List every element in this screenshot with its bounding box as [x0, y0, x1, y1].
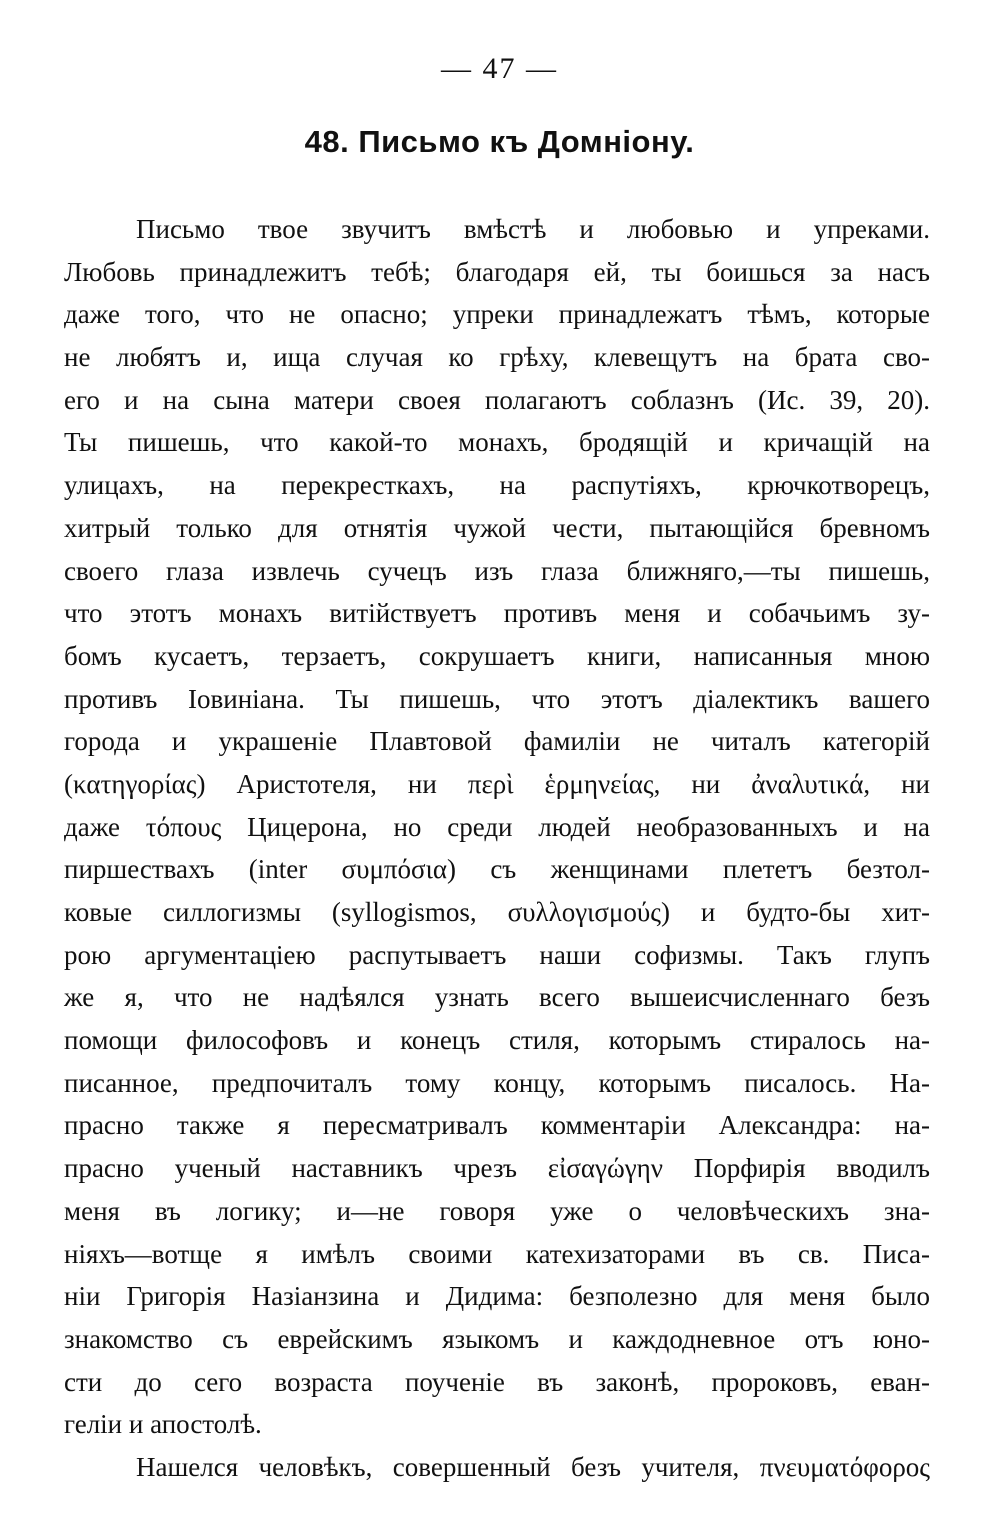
text-line: бомъ кусаетъ, терзаетъ, сокрушаетъ книги, написанныя мною [64, 640, 930, 671]
text-line: прасно ученый наставникъ чрезъ εἰσαγώγην Порфирія вводилъ [64, 1153, 930, 1184]
text-line: своего глаза извлечь сучецъ изъ глаза ближняго,—ты пишешь, [64, 555, 930, 586]
text-line: даже τόπους Цицерона, но среди людей необразованныхъ и на [64, 811, 930, 842]
text-line: Ты пишешь, что какой-то монахъ, бродящій и кричащій на [64, 427, 930, 458]
text-line: города и украшеніе Плавтовой фамиліи не читалъ категорій [64, 726, 930, 757]
page-heading: 48. Письмо къ Домніону. [304, 124, 695, 159]
text-line: Письмо твое звучитъ вмѣстѣ и любовью и упреками. [136, 214, 930, 244]
body-text [64, 208, 930, 1489]
text-line: (κατηγορίας) Аристотеля, ни περὶ ἑρμηνείας, ни ἀναλυτικά, ни [64, 768, 930, 799]
text-line: его и на сына матери своея полагаютъ соблазнъ (Ис. 39, 20). [64, 384, 930, 415]
text-line: ковые силлогизмы (syllogismos, συλλογισμούς) и будто-бы хит- [64, 897, 930, 927]
text-line: хитрый только для отнятія чужой чести, пытающійся бревномъ [64, 512, 930, 543]
text-line: помощи философовъ и конецъ стиля, которымъ стиралось на- [64, 1025, 930, 1056]
page-number: — 47 — [441, 52, 558, 85]
text-line: пиршествахъ (inter συμπόσια) съ женщинами плететъ безтол- [64, 854, 930, 885]
text-line: прасно также я пересматривалъ комментаріи Александра: на- [64, 1110, 930, 1141]
text-line: знакомство съ еврейскимъ языкомъ и каждодневное отъ юно- [64, 1323, 930, 1354]
text-line: сти до сего возраста поученіе въ законѣ, пророковъ, еван- [64, 1366, 930, 1397]
text-line: даже того, что не опасно; упреки принадлежатъ тѣмъ, которые [64, 299, 930, 330]
text-line: что этотъ монахъ витійствуетъ противъ меня и собачьимъ зу- [64, 598, 930, 629]
text-line: ніи Григорія Назіанзина и Дидима: безполезно для меня было [64, 1281, 930, 1312]
text-line: Любовь принадлежитъ тебѣ; благодаря ей, ты боишься за насъ [64, 256, 930, 287]
text-line: противъ Іовиніана. Ты пишешь, что этотъ діалектикъ вашего [64, 683, 930, 714]
text-line: меня въ логику; и—не говоря уже о человѣческихъ зна- [64, 1195, 930, 1226]
text-line: же я, что не надѣялся узнать всего вышеисчисленнаго безъ [64, 982, 930, 1013]
text-line: не любятъ и, ища случая ко грѣху, клевещутъ на брата сво- [64, 342, 930, 373]
text-line: писанное, предпочиталъ тому концу, которымъ писалось. На- [64, 1067, 930, 1098]
text-line: геліи и апостолѣ. [64, 1409, 262, 1440]
text-line: рою аргументаціею распутываетъ наши софизмы. Такъ глупъ [64, 939, 930, 970]
text-line: ніяхъ—вотще я имѣлъ своими катехизаторами въ св. Писа- [64, 1238, 930, 1269]
text-line: Нашелся человѣкъ, совершенный безъ учителя, πνευματόφορος [136, 1451, 930, 1482]
text-line: улицахъ, на перекресткахъ, на распутіяхъ, крючкотворецъ, [64, 470, 930, 501]
